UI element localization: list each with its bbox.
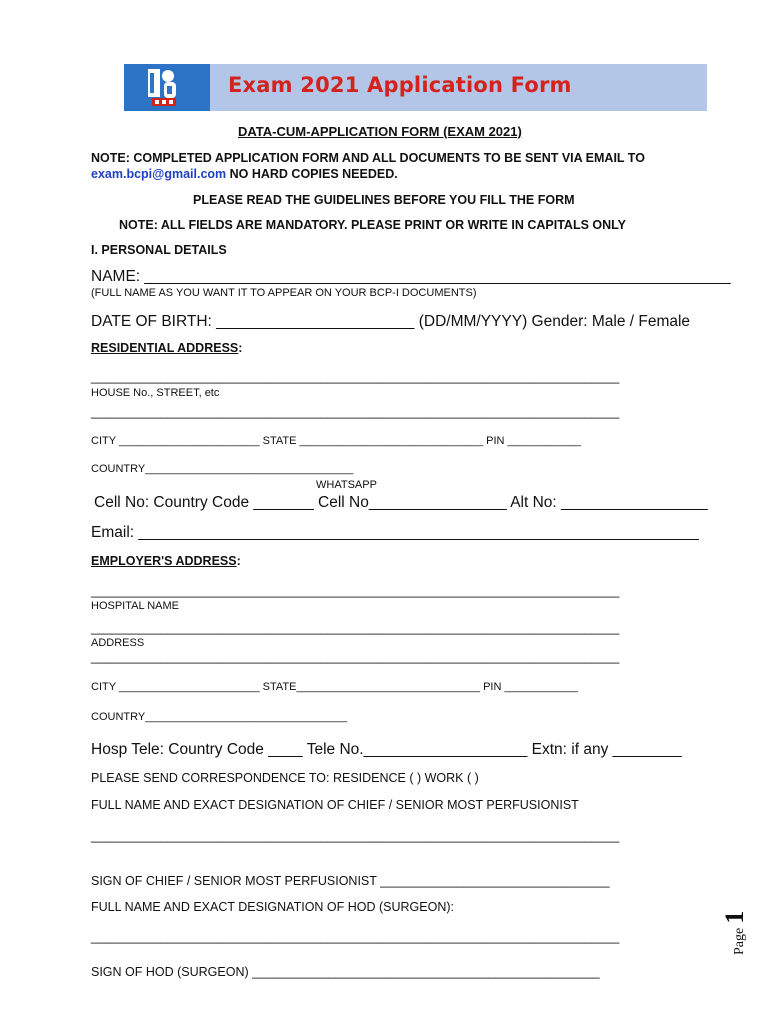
house-street-hint: HOUSE No., STREET, etc [91, 387, 220, 399]
heading-colon: : [238, 341, 243, 355]
mandatory-note: NOTE: ALL FIELDS ARE MANDATORY. PLEASE PRINT OR WRITE IN CAPITALS ONLY [119, 218, 626, 232]
email-note-line2 [91, 167, 398, 181]
employer-address-field[interactable]: ____________________________________________________________________________ [91, 621, 620, 635]
guidelines-note: PLEASE READ THE GUIDELINES BEFORE YOU FILL THE FORM [193, 193, 575, 207]
residential-address-heading [91, 341, 242, 355]
form-title: DATA-CUM-APPLICATION FORM (EXAM 2021) [238, 124, 522, 139]
correspondence-preference[interactable]: PLEASE SEND CORRESPONDENCE TO: RESIDENCE ( ) WORK ( ) [91, 771, 479, 785]
employer-country-field[interactable]: COUNTRY_________________________________ [91, 711, 348, 723]
page-number-value: 1 [720, 910, 749, 924]
hospital-name-field[interactable]: ____________________________________________________________________________ [91, 584, 620, 598]
employer-city-state-pin-field[interactable]: CITY _______________________ STATE______________________________ PIN ____________ [91, 681, 578, 693]
hod-surgeon-name-field[interactable]: ____________________________________________________________________________ [91, 930, 620, 944]
email-note: NOTE: COMPLETED APPLICATION FORM AND ALL DOCUMENTS TO BE SENT VIA EMAIL TO [91, 151, 645, 165]
contact-email-link[interactable]: exam.bcpi@gmail.com [91, 167, 227, 181]
whatsapp-label: WHATSAPP [316, 479, 377, 491]
residence-country-field[interactable]: COUNTRY__________________________________ [91, 463, 354, 475]
cell-number-field[interactable]: Cell No: Country Code _______ Cell No________________ Alt No: _________________ [94, 494, 708, 511]
name-hint: (FULL NAME AS YOU WANT IT TO APPEAR ON YOUR BCP-I DOCUMENTS) [91, 287, 477, 299]
chief-perfusionist-sign-field[interactable]: SIGN OF CHIEF / SENIOR MOST PERFUSIONIST _________________________________ [91, 874, 610, 888]
dob-gender-field[interactable]: DATE OF BIRTH: _______________________ (DD/MM/YYYY) Gender: Male / Female [91, 313, 691, 330]
residential-address-label: RESIDENTIAL ADDRESS [91, 341, 239, 355]
employer-address-heading [91, 554, 241, 568]
hod-surgeon-label: FULL NAME AND EXACT DESIGNATION OF HOD (SURGEON): [91, 900, 455, 914]
hospital-telephone-field[interactable]: Hosp Tele: Country Code ____ Tele No.___________________ Extn: if any ________ [91, 741, 682, 758]
bcpi-logo [124, 64, 210, 111]
residence-street-field[interactable]: ____________________________________________________________________________ [91, 370, 620, 384]
page-number [720, 911, 750, 955]
banner-title: Exam 2021 Application Form [228, 73, 572, 97]
no-hard-copies-text: NO HARD COPIES NEEDED. [226, 167, 398, 181]
name-field[interactable]: NAME: ____________________________________________________________________ [91, 268, 731, 285]
hod-surgeon-sign-field[interactable]: SIGN OF HOD (SURGEON) __________________________________________________ [91, 965, 600, 979]
employer-address-line2-field[interactable]: ____________________________________________________________________________ [91, 650, 620, 664]
residence-city-state-pin-field[interactable]: CITY _______________________ STATE ______________________________ PIN ____________ [91, 435, 581, 447]
employer-address-label: EMPLOYER'S ADDRESS [91, 554, 237, 568]
chief-perfusionist-name-field[interactable]: ____________________________________________________________________________ [91, 829, 620, 843]
section-personal-details: I. PERSONAL DETAILS [91, 243, 227, 257]
hospital-name-hint: HOSPITAL NAME [91, 600, 180, 612]
address-hint: ADDRESS [91, 637, 145, 649]
header-banner [124, 64, 707, 111]
chief-perfusionist-label: FULL NAME AND EXACT DESIGNATION OF CHIEF / SENIOR MOST PERFUSIONIST [91, 798, 579, 812]
heading-colon: : [236, 554, 241, 568]
page-word: Page [732, 927, 747, 955]
residence-line2-field[interactable]: ____________________________________________________________________________ [91, 405, 620, 419]
email-field[interactable]: Email: _________________________________________________________________ [91, 524, 699, 541]
